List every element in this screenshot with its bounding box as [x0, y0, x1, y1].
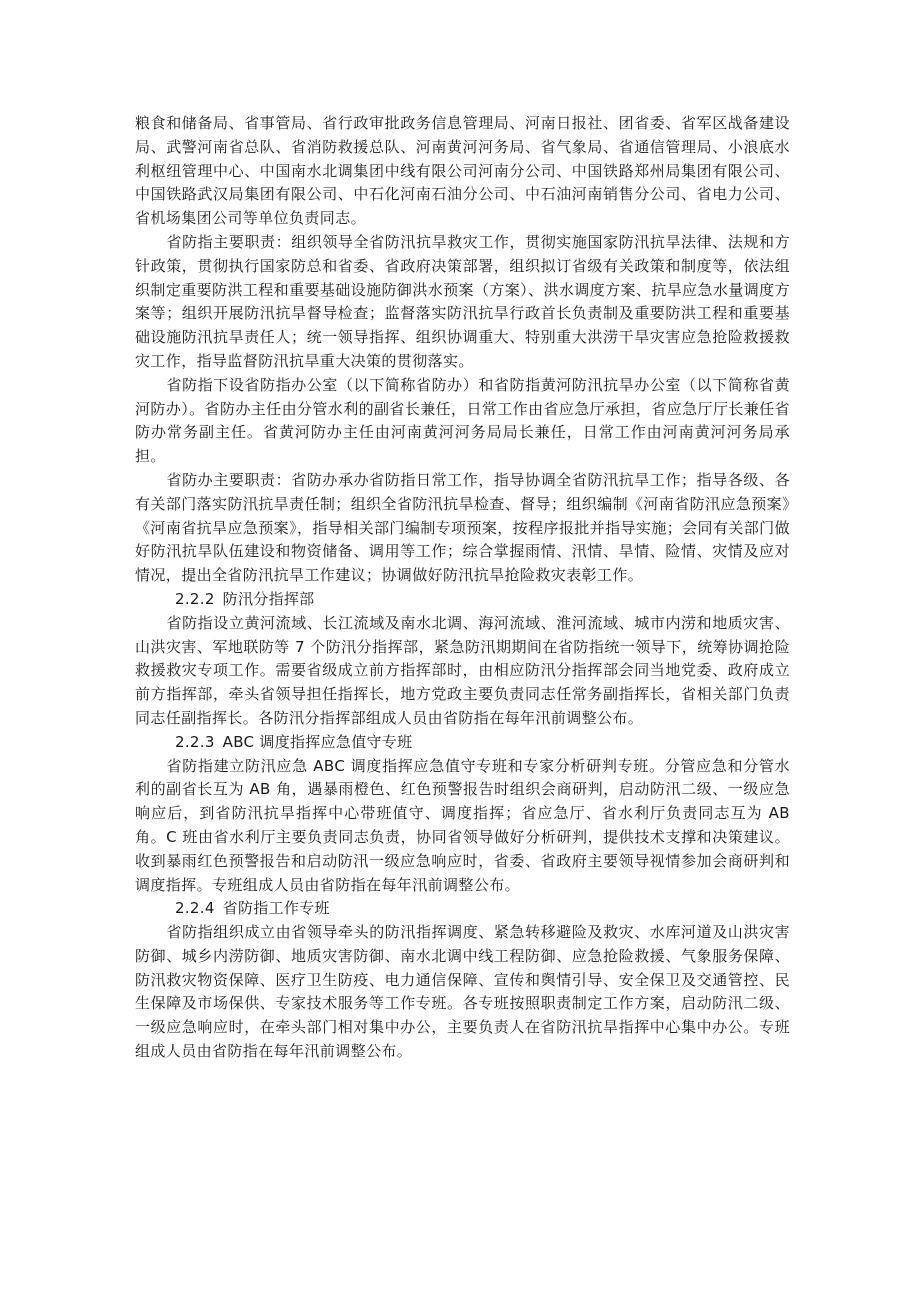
paragraph-member-units: 粮食和储备局、省事管局、省行政审批政务信息管理局、河南日报社、团省委、省军区战备建设局、武警河南省总队、省消防救援总队、河南黄河河务局、省气象局、省通信管理局、小浪底水利枢纽管理中心、中国南水北调集团中线有限公司河南分公司、中国铁路郑州局集团有限公司、中国铁路武汉局集团有限公司、中石化河南石油分公司、中石油河南销售分公司、省电力公司、省机场集团公司等单位负责同志。: [135, 114, 790, 228]
paragraph-abc-duty-team: 省防指建立防汛应急 ABC 调度指挥应急值守专班和专家分析研判专班。分管应急和分管水利的副省长互为 AB 角，遇暴雨橙色、红色预警报告时组织会商研判，启动防汛二级、一级应急响应后，到省防汛抗旱指挥中心带班值守、调度指挥；省应急厅、省水利厅负责同志互为 AB 角。C 班由省水利厅主要负责同志负责，协同省领导做好分析研判，提供技术支撑和决策建议。收到暴雨红色预警报告和启动防汛一级应急响应时，省委、省政府主要领导视情参加会商研判和调度指挥。专班组成人员由省防指在每年汛前调整公布。: [135, 756, 790, 894]
paragraph-sub-hq: 省防指设立黄河流域、长江流域及南水北调、海河流域、淮河流域、城市内涝和地质灾害、山洪灾害、军地联防等 7 个防汛分指挥部，紧急防汛期期间在省防指统一领导下，统筹协调抢险救援救灾专项工作。需要省级成立前方指挥部时，由相应防汛分指挥部会同当地党委、政府成立前方指挥部，牵头省领导担任指挥长，地方党政主要负责同志任常务副指挥长，省相关部门负责同志任副指挥长。各防汛分指挥部组成人员由省防指在每年汛前调整公布。: [135, 613, 790, 727]
section-title: 省防指工作专班: [222, 899, 330, 918]
paragraph-office-duties: 省防办主要职责：省防办承办省防指日常工作，指导协调全省防汛抗旱工作；指导各级、各有关部门落实防汛抗旱责任制；组织全省防汛抗旱检查、督导；组织编制《河南省防汛应急预案》《河南省抗旱应急预案》，指导相关部门编制专项预案，按程序报批并指导实施；会同有关部门做好防汛抗旱队伍建设和物资储备、调用等工作；综合掌握雨情、汛情、旱情、险情、灾情及应对情况，提出全省防汛抗旱工作建议；协调做好防汛抗旱抢险救灾表彰工作。: [135, 470, 790, 585]
section-number: 2.2.2: [175, 589, 215, 608]
section-heading-2-2-3: [135, 731, 790, 755]
section-heading-2-2-2: [135, 588, 790, 612]
section-number: 2.2.4: [175, 899, 215, 918]
section-title: ABC 调度指挥应急值守专班: [222, 732, 413, 751]
section-number: 2.2.3: [175, 732, 215, 751]
section-heading-2-2-4: [135, 897, 790, 921]
paragraph-work-teams: 省防指组织成立由省领导牵头的防汛指挥调度、紧急转移避险及救灾、水库河道及山洪灾害防御、城乡内涝防御、地质灾害防御、南水北调中线工程防御、应急抢险救援、气象服务保障、防汛救灾物资保障、医疗卫生防疫、电力通信保障、宣传和舆情引导、安全保卫及交通管控、民生保障及市场保供、专家技术服务等工作专班。各专班按照职责制定工作方案，启动防汛二级、一级应急响应时，在牵头部门相对集中办公，主要负责人在省防汛抗旱指挥中心集中办公。专班组成人员由省防指在每年汛前调整公布。: [135, 923, 790, 1061]
paragraph-provincial-hq-duties: 省防指主要职责：组织领导全省防汛抗旱救灾工作，贯彻实施国家防汛抗旱法律、法规和方针政策，贯彻执行国家防总和省委、省政府决策部署，组织拟订省级有关政策和制度等，依法组织制定重要防洪工程和重要基础设施防御洪水预案（方案）、洪水调度方案、抗旱应急水量调度方案等；组织开展防汛抗旱督导检查；监督落实防汛抗旱行政首长负责制及重要防洪工程和重要基础设施防汛抗旱责任人；统一领导指挥、组织协调重大、特别重大洪涝干旱灾害应急抢险救援救灾工作，指导监督防汛抗旱重大决策的贯彻落实。: [135, 232, 790, 370]
section-title: 防汛分指挥部: [222, 589, 315, 608]
paragraph-office-setup: 省防指下设省防指办公室（以下简称省防办）和省防指黄河防汛抗旱办公室（以下简称省黄河防办）。省防办主任由分管水利的副省长兼任，日常工作由省应急厅承担，省应急厅厅长兼任省防办常务副主任。省黄河防办主任由河南黄河河务局局长兼任，日常工作由河南黄河河务局承担。: [135, 375, 790, 466]
